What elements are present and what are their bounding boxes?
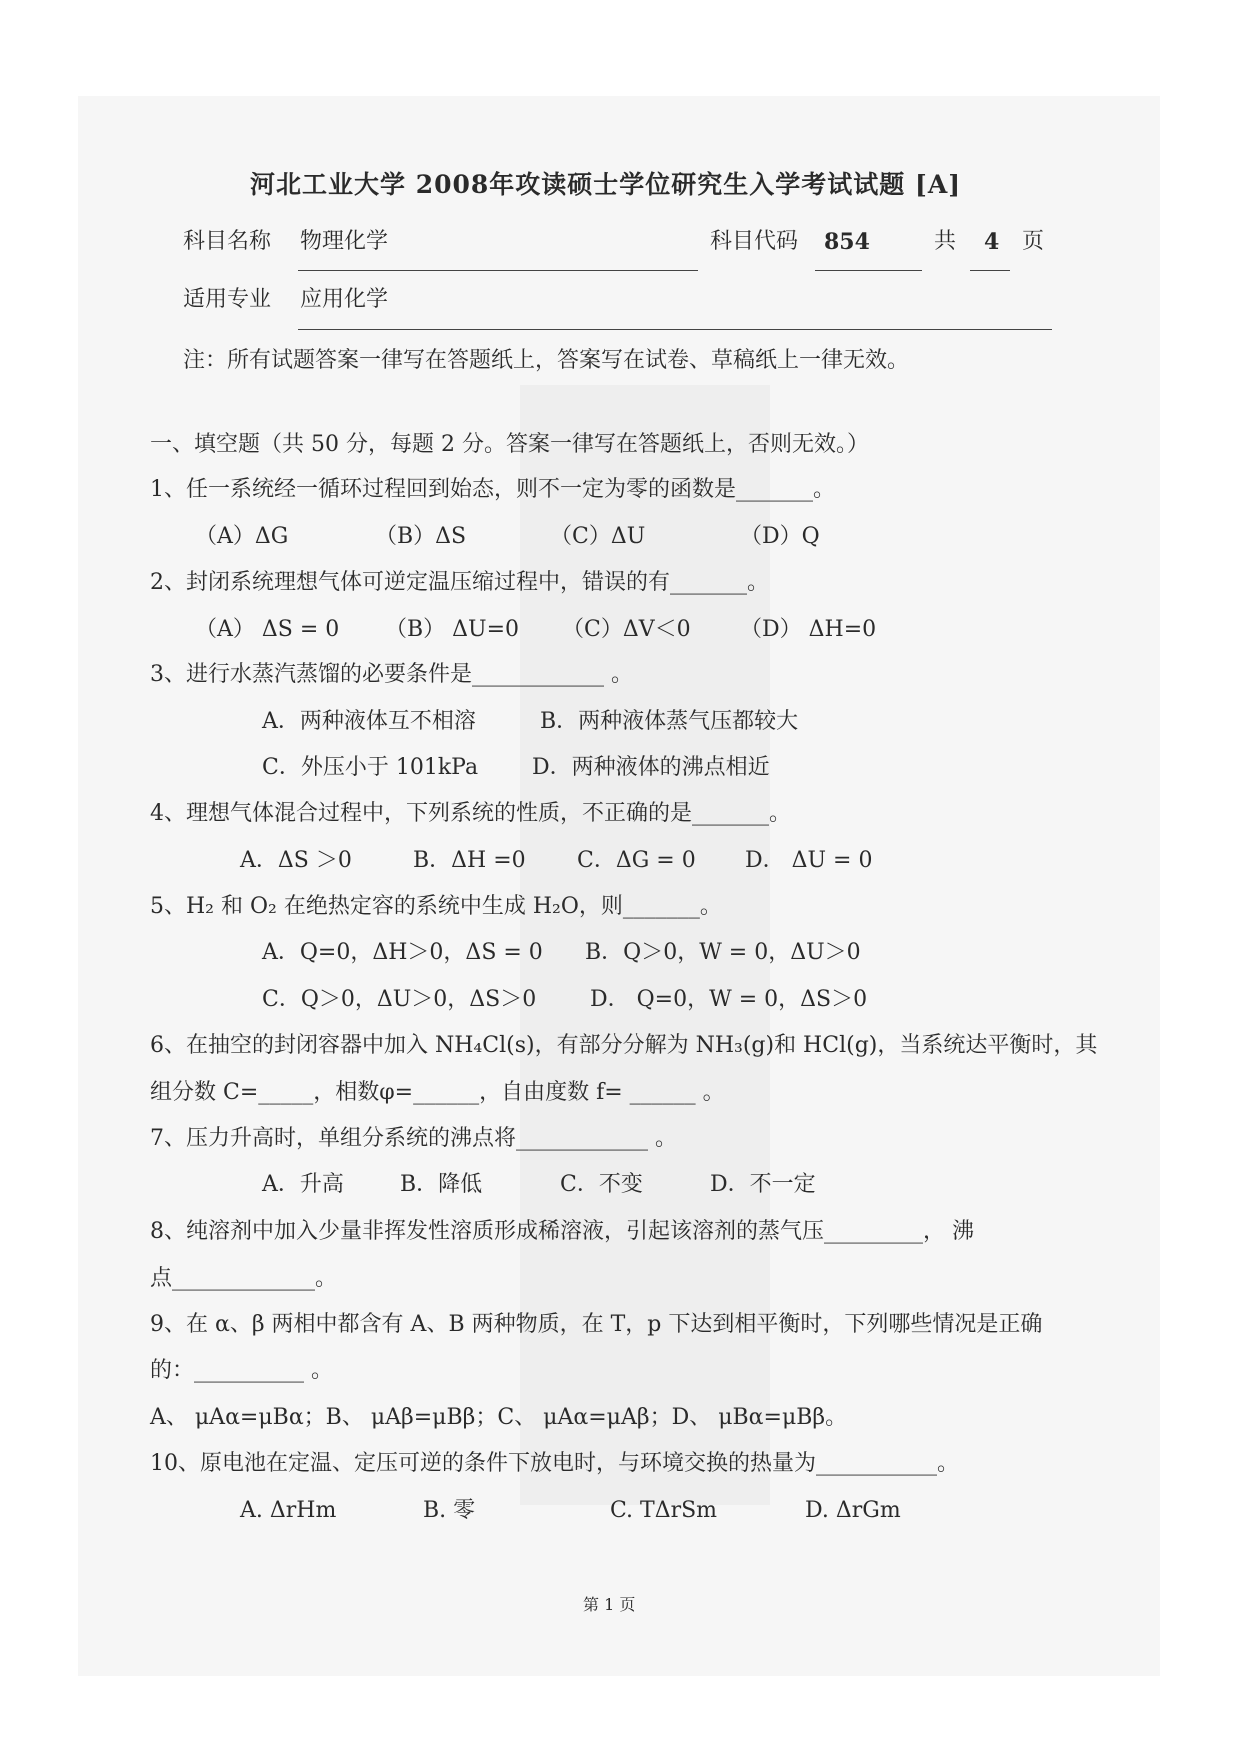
question-9-line-2: 的：__________ 。: [150, 1358, 333, 1383]
q10-option-b: B. 零: [423, 1498, 476, 1523]
subject-name-label: 科目名称: [183, 229, 272, 254]
q2-option-c: （C）ΔV＜0: [562, 617, 691, 642]
q1-option-c: （C）ΔU: [550, 524, 646, 549]
question-1: 1、任一系统经一循环过程回到始态，则不一定为零的函数是_______。: [150, 477, 835, 502]
subject-name-underline: [298, 270, 698, 271]
q5-option-b: B．Q＞0，W = 0，ΔU＞0: [585, 940, 861, 965]
subject-code: 854: [824, 229, 870, 255]
q5-option-a: A．Q=0，ΔH＞0，ΔS = 0: [262, 940, 543, 965]
q5-option-d: D． Q=0，W = 0，ΔS＞0: [590, 987, 868, 1012]
exam-title: 河北工业大学 2008年攻读硕士学位研究生入学考试试题 [A]: [250, 170, 962, 199]
q4-option-b: B．ΔH =0: [413, 848, 526, 873]
q3-option-a: A．两种液体互不相溶: [262, 709, 476, 734]
question-5: 5、H₂ 和 O₂ 在绝热定容的系统中生成 H₂O，则_______。: [150, 894, 722, 919]
major: 应用化学: [300, 287, 389, 312]
q1-option-b: （B）ΔS: [375, 524, 467, 549]
q3-option-b: B．两种液体蒸气压都较大: [540, 709, 799, 734]
q10-option-c: C. TΔrSm: [610, 1498, 718, 1523]
q9-options: A、 μAα=μBα；B、 μAβ=μBβ；C、 μAα=μAβ；D、 μBα=μBβ。: [150, 1405, 848, 1430]
question-6: 6、在抽空的封闭容器中加入 NH₄Cl(s)，有部分分解为 NH₃(g)和 HCl(g)，当系统达平衡时，其: [150, 1033, 1098, 1058]
q7-option-c: C．不变: [560, 1172, 643, 1197]
q1-option-d: （D）Q: [740, 524, 820, 549]
major-underline: [298, 329, 1052, 330]
q3-option-c: C．外压小于 101kPa: [262, 755, 479, 780]
question-2: 2、封闭系统理想气体可逆定温压缩过程中，错误的有_______。: [150, 570, 769, 595]
q7-option-d: D．不一定: [710, 1172, 816, 1197]
page-number: 第 1 页: [583, 1595, 636, 1614]
pages-count: 4: [984, 229, 1000, 255]
subject-code-underline: [815, 270, 922, 271]
q7-option-a: A．升高: [262, 1172, 344, 1197]
q1-option-a: （A）ΔG: [195, 524, 289, 549]
question-8-line-2: 点_____________。: [150, 1266, 338, 1291]
q5-option-c: C．Q＞0，ΔU＞0，ΔS＞0: [262, 987, 537, 1012]
q4-option-a: A．ΔS ＞0: [240, 848, 352, 873]
pages-underline: [970, 270, 1010, 271]
exam-note: 注：所有试题答案一律写在答题纸上，答案写在试卷、草稿纸上一律无效。: [183, 348, 910, 373]
pages-prefix: 共: [934, 229, 957, 254]
q2-option-d: （D） ΔH=0: [740, 617, 877, 642]
section-heading: 一、填空题（共 50 分，每题 2 分。答案一律写在答题纸上，否则无效。）: [150, 432, 869, 457]
subject-code-label: 科目代码: [710, 229, 799, 254]
subject-name: 物理化学: [300, 229, 389, 254]
q4-option-c: C．ΔG = 0: [577, 848, 696, 873]
q10-option-a: A. ΔrHm: [240, 1498, 337, 1523]
q2-option-b: （B） ΔU=0: [385, 617, 520, 642]
question-4: 4、理想气体混合过程中，下列系统的性质，不正确的是_______。: [150, 801, 791, 826]
question-10: 10、原电池在定温、定压可逆的条件下放电时，与环境交换的热量为___________。: [150, 1451, 959, 1476]
question-3: 3、进行水蒸汽蒸馏的必要条件是____________ 。: [150, 662, 633, 687]
major-label: 适用专业: [183, 287, 272, 312]
question-8: 8、纯溶剂中加入少量非挥发性溶质形成稀溶液，引起该溶剂的蒸气压_________， 沸: [150, 1219, 974, 1244]
q7-option-b: B．降低: [400, 1172, 483, 1197]
question-6-line-2: 组分数 C=_____，相数φ=______，自由度数 f= ______ 。: [150, 1080, 725, 1105]
q3-option-d: D．两种液体的沸点相近: [532, 755, 770, 780]
q4-option-d: D． ΔU = 0: [745, 848, 873, 873]
q2-option-a: （A） ΔS = 0: [195, 617, 340, 642]
pages-suffix: 页: [1022, 229, 1045, 254]
q10-option-d: D. ΔrGm: [805, 1498, 901, 1523]
question-7: 7、压力升高时，单组分系统的沸点将____________ 。: [150, 1126, 677, 1151]
question-9: 9、在 α、β 两相中都含有 A、B 两种物质，在 T，p 下达到相平衡时，下列哪些情况是正确: [150, 1312, 1043, 1337]
